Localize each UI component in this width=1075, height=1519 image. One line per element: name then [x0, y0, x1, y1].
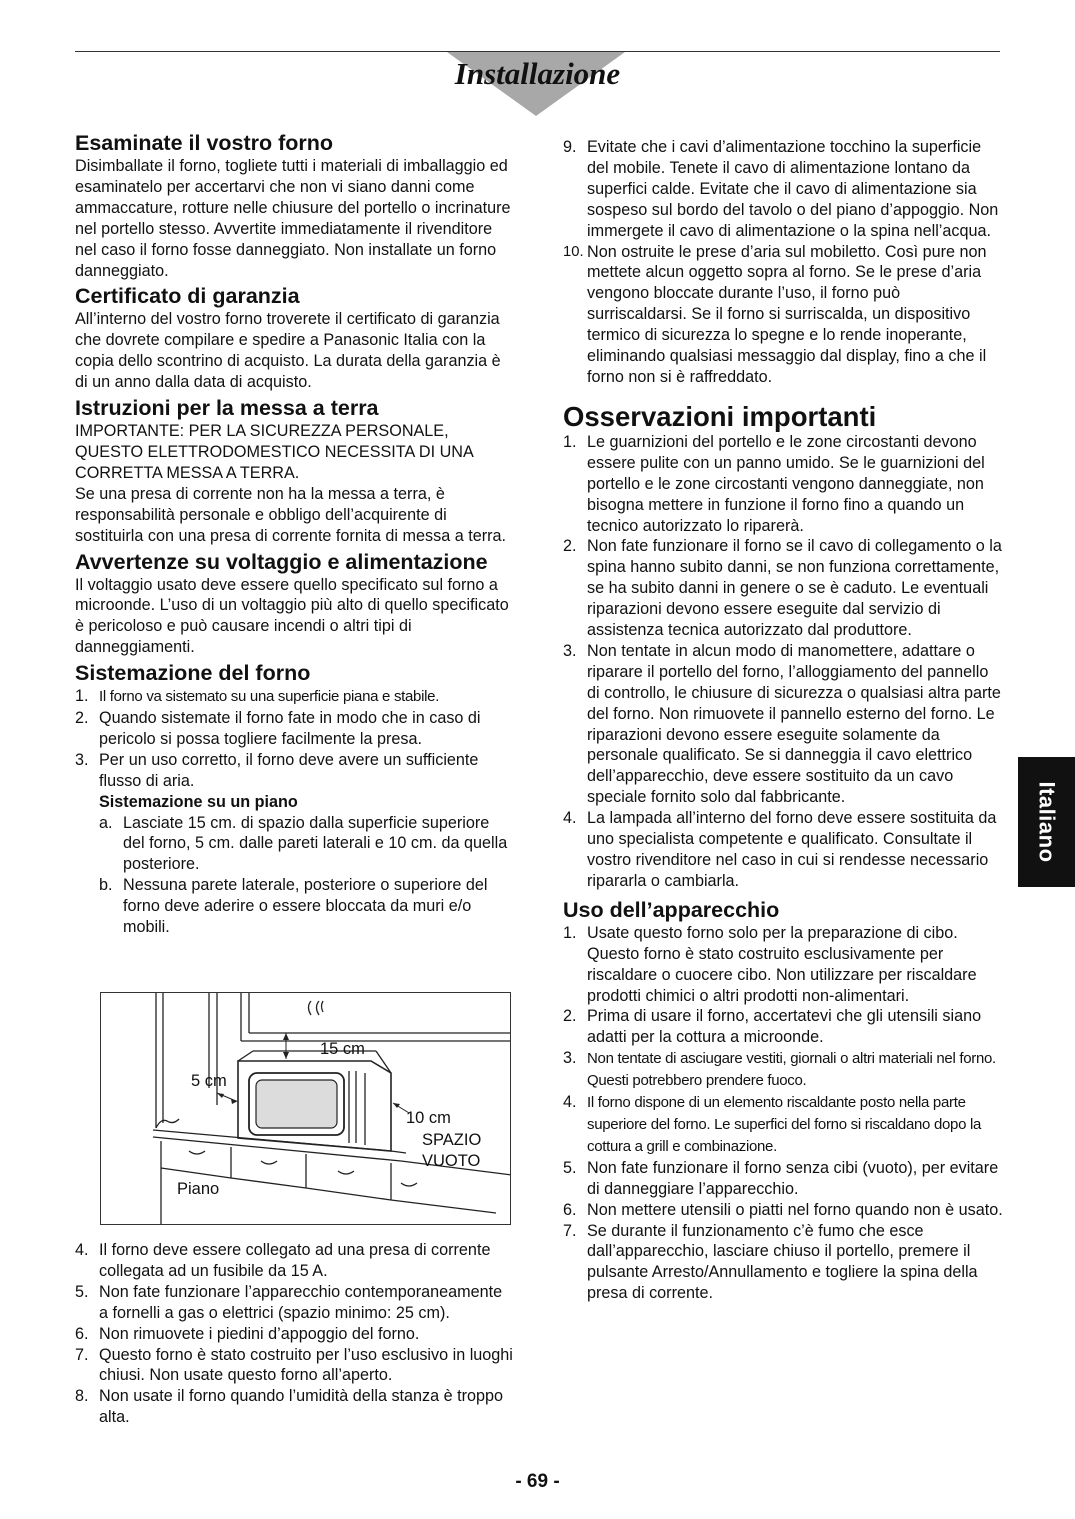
list-number: 7. — [75, 1345, 89, 1364]
list-item — [75, 1240, 515, 1282]
list-item — [75, 1282, 515, 1324]
section-sistemazione — [75, 661, 515, 938]
text-esaminate: Disimballate il forno, togliete tutti i materiali di imballaggio ed esaminatelo per accertarvi che non vi siano danni come ammaccature, rotture nelle chiusure del portello o incrinature nel portello stesso. Avvertite immediatamente il rivenditore nel caso il forno fosse danneggiato. Non installate un forno danneggiato. — [75, 157, 511, 280]
list-item — [563, 242, 1003, 388]
list-osservazioni — [563, 432, 1003, 892]
list-number: 7. — [563, 1221, 577, 1240]
list-item — [75, 686, 515, 708]
list-number: 6. — [563, 1200, 577, 1219]
text-messa-a-terra: Se una presa di corrente non ha la messa a terra, è responsabilità personale e obbligo dell’acquirente di sostituirla con una presa di corrente fornita di messa a terra. — [75, 484, 506, 545]
list-sistemazione-continued — [75, 1240, 515, 1428]
list-text: Nessuna parete laterale, posteriore o superiore del forno deve aderire o essere bloccata da muri e/o mobili. — [123, 876, 488, 937]
section-esaminate — [75, 131, 515, 281]
list-item — [563, 432, 1003, 537]
list-text: Usate questo forno solo per la preparazione di cibo. Questo forno è stato costruito esclusivamente per riscaldare o cuocere cibo. Non utilizzare per riscaldare prodotti chimici o altri prodotti non-alimentari. — [587, 923, 977, 1005]
heading-messa-a-terra: Istruzioni per la messa a terra — [75, 396, 379, 421]
list-text: Non mettere utensili o piatti nel forno quando non è usato. — [587, 1200, 1003, 1219]
heading-uso: Uso dell’apparecchio — [563, 897, 780, 922]
list-number: 5. — [563, 1158, 577, 1177]
label-back-clearance: 10 cm — [406, 1109, 451, 1127]
list-text: Per un uso corretto, il forno deve avere un sufficiente flusso di aria. — [99, 750, 479, 790]
label-counter: Piano — [177, 1180, 220, 1198]
list-number: 10. — [563, 243, 584, 260]
page-title: Installazione — [454, 56, 621, 91]
list-item — [75, 1386, 515, 1428]
list-number: 1. — [75, 687, 89, 706]
list-number: 3. — [75, 750, 89, 769]
list-sistemazione-right — [563, 137, 1003, 388]
list-number: 3. — [563, 1049, 577, 1068]
heading-sistemazione: Sistemazione del forno — [75, 661, 311, 686]
list-number: 3. — [563, 641, 577, 660]
list-text: Non rimuovete i piedini d’appoggio del forno. — [99, 1324, 420, 1343]
list-number: 4. — [75, 1241, 89, 1259]
list-item — [563, 1221, 1003, 1305]
list-text: Le guarnizioni del portello e le zone circostanti devono essere pulite con un panno umido. Se le guarnizioni del portello e le zone circostanti vengono danneggiate, non bisogna mettere in funzione il forno fino a quando un tecnico autorizzato lo riparerà. — [587, 432, 985, 535]
list-text: Se durante il funzionamento c’è fumo che esce dall’apparecchio, lasciare chiuso il portello, premere il pulsante Arresto/Annullamento e togliere la spina della presa di corrente. — [587, 1221, 978, 1303]
installation-diagram — [100, 992, 511, 1225]
list-letter: a. — [99, 813, 113, 832]
list-item — [563, 536, 1003, 641]
list-number: 1. — [563, 923, 577, 942]
section-osservazioni — [563, 402, 1003, 892]
list-number: 9. — [563, 138, 577, 156]
label-vuoto: VUOTO — [422, 1152, 481, 1170]
label-side-clearance: 5 cm — [191, 1072, 227, 1090]
heading-voltaggio: Avvertenze su voltaggio e alimentazione — [75, 549, 488, 574]
list-item — [563, 1200, 1003, 1221]
label-spazio: SPAZIO — [422, 1131, 482, 1149]
list-number: 2. — [563, 1007, 577, 1026]
list-number: 8. — [75, 1387, 89, 1406]
text-certificato: All’interno del vostro forno troverete il certificato di garanzia che dovrete compilare e spedire a Panasonic Italia con la copia dello scontrino di acquisto. La durata della garanzia è di un anno dalla data di acquisto. — [75, 310, 501, 392]
section-uso — [563, 898, 1003, 1304]
section-messa-a-terra — [75, 396, 515, 546]
list-text: Non ostruite le prese d’aria sul mobiletto. Così pure non mettete alcun oggetto sopra al forno. Se le prese d’aria vengono bloccate durante l’uso, il forno può surriscaldarsi. Se il forno si surriscalda, un dispositivo termico di sicurezza lo spegne e lo rende inoperante, eliminando qualsiasi messaggio dal display, fino a che il forno non si è raffreddato. — [587, 242, 987, 386]
list-number: 5. — [75, 1282, 89, 1301]
list-number: 6. — [75, 1324, 89, 1343]
language-tab-label: Italiano — [1034, 781, 1060, 863]
list-item — [563, 1006, 1003, 1048]
right-column — [563, 137, 1003, 1304]
heading-certificato: Certificato di garanzia — [75, 284, 300, 309]
list-item — [75, 708, 515, 750]
list-number: 2. — [75, 709, 89, 728]
heading-osservazioni: Osservazioni importanti — [563, 400, 877, 432]
list-item — [563, 1092, 1003, 1158]
list-text: Prima di usare il forno, accertatevi che gli utensili siano adatti per la cottura a microonde. — [587, 1007, 982, 1047]
list-text: Non tentate di asciugare vestiti, giornali o altri materiali nel forno. Questi potrebbero prendere fuoco. — [587, 1050, 996, 1090]
list-text: Il forno va sistemato su una superficie piana e stabile. — [99, 688, 440, 706]
label-top-clearance: 15 cm — [320, 1040, 365, 1058]
section-voltaggio — [75, 550, 515, 659]
list-letter: b. — [99, 876, 113, 895]
list-item — [75, 750, 515, 792]
list-text: Evitate che i cavi d’alimentazione tocchino la superficie del mobile. Tenete il cavo di alimentazione lontano da superfici calde. Evitate che il cavo di alimentazione sia sospeso sul bordo del tavolo o del piano d’appoggio. Non immergete il cavo di alimentazione o la spina nell’acqua. — [587, 138, 999, 240]
list-item — [563, 1158, 1003, 1200]
list-item — [75, 813, 515, 876]
list-text: Il forno dispone di un elemento riscaldante posto nella parte superiore del forno. Le superfici del forno si riscaldano dopo la cottura a grill e combinazione. — [587, 1094, 982, 1155]
list-item — [563, 641, 1003, 808]
list-item — [563, 923, 1003, 1007]
list-text: La lampada all’interno del forno deve essere sostituita da uno specialista competente e qualificato. Consultate il vostro rivenditore nel caso in cui si rendesse necessario ripararla o cambiarla. — [587, 809, 997, 890]
list-text: Questo forno è stato costruito per l’uso esclusivo in luoghi chiusi. Non usate questo forno all’aperto. — [99, 1345, 513, 1385]
list-number: 4. — [563, 1093, 577, 1112]
page-number: - 69 - — [515, 1471, 560, 1492]
text-messa-a-terra-caps: IMPORTANTE: PER LA SICUREZZA PERSONALE, QUESTO ELETTRODOMESTICO NECESSITA DI UNA CORRETTA MESSA A TERRA. — [75, 422, 473, 482]
list-item — [563, 137, 1003, 242]
section-certificato — [75, 284, 515, 393]
sublist-piano — [75, 813, 515, 938]
list-uso — [563, 923, 1003, 1304]
list-item — [75, 875, 515, 938]
list-text: Lasciate 15 cm. di spazio dalla superficie superiore del forno, 5 cm. dalle pareti laterali e 10 cm. da quella posteriore. — [123, 813, 508, 874]
left-column — [75, 131, 515, 938]
list-text: Non fate funzionare l’apparecchio contemporaneamente a fornelli a gas o elettrici (spazio minimo: 25 cm). — [99, 1282, 503, 1322]
list-text: Non tentate in alcun modo di manomettere, adattare o riparare il portello del forno, l’alloggiamento del pannello di controllo, le chiusure di sicurezza o qualsiasi altra parte del forno. Non rimuovete il pannello esterno del forno. Le riparazioni devono essere eseguite solamente da personale qualificato. Se si danneggia il cavo elettrico dell’apparecchio, deve essere sostituito da un cavo speciale fornito solo dal fabbricante. — [587, 641, 1001, 807]
left-column-bottom — [75, 1240, 515, 1428]
list-number: 1. — [563, 432, 577, 451]
language-tab — [1018, 757, 1075, 887]
list-text: Non fate funzionare il forno senza cibi (vuoto), per evitare di danneggiare l’apparecchio. — [587, 1158, 999, 1198]
subheading-piano: Sistemazione su un piano — [99, 792, 298, 811]
list-sistemazione — [75, 686, 515, 792]
text-voltaggio: Il voltaggio usato deve essere quello specificato sul forno a microonde. L’uso di un voltaggio più alto di quello specificato è pericoloso e può causare incendi o altri tipi di danneggiamenti. — [75, 575, 509, 657]
list-item — [563, 808, 1003, 892]
list-item — [75, 1324, 515, 1345]
list-text: Non usate il forno quando l’umidità della stanza è troppo alta. — [99, 1387, 504, 1427]
list-number: 2. — [563, 537, 577, 556]
list-text: Quando sistemate il forno fate in modo che in caso di pericolo si possa togliere facilmente la presa. — [99, 709, 481, 748]
list-number: 4. — [563, 809, 577, 828]
list-text: Il forno deve essere collegato ad una presa di corrente collegata ad un fusibile da 15 A. — [99, 1241, 491, 1280]
list-item — [75, 1345, 515, 1387]
list-text: Non fate funzionare il forno se il cavo di collegamento o la spina hanno subito danni, se non funziona correttamente, se ha subito danni in genere o se è caduto. Le eventuali riparazioni devono essere eseguite dal servizio di assistenza tecnica autorizzato dal produttore. — [587, 537, 1002, 640]
list-item — [563, 1048, 1003, 1092]
heading-esaminate: Esaminate il vostro forno — [75, 131, 334, 155]
